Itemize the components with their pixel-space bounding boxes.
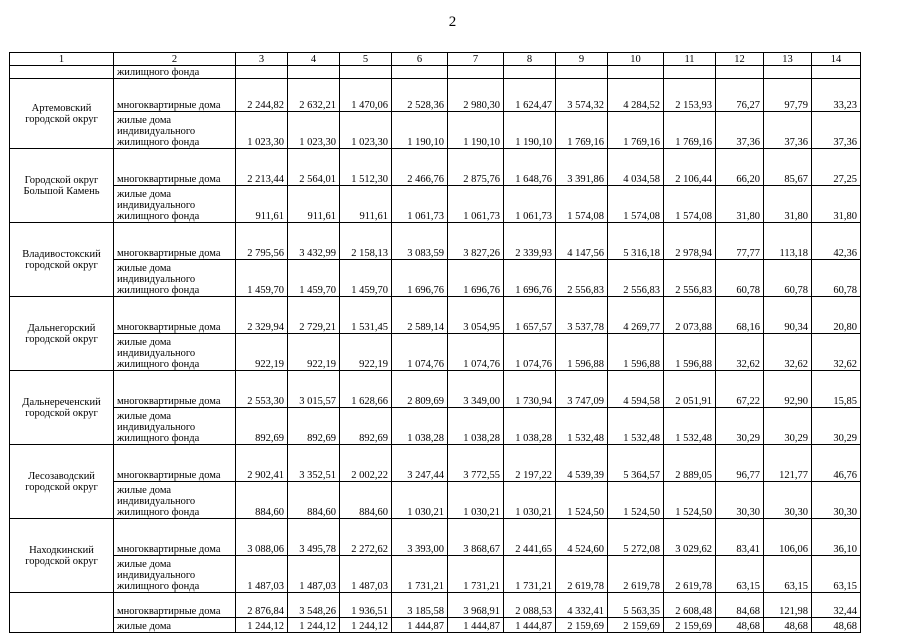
value-cell: 3 015,57 xyxy=(288,371,340,408)
value-cell: 63,15 xyxy=(812,556,861,593)
column-header: 1 xyxy=(10,53,114,66)
value-cell: 2 159,69 xyxy=(664,618,716,633)
value-cell: 2 902,41 xyxy=(236,445,288,482)
value-cell: 3 432,99 xyxy=(288,223,340,260)
value-cell: 20,80 xyxy=(812,297,861,334)
value-cell xyxy=(812,66,861,79)
value-cell: 2 589,14 xyxy=(392,297,448,334)
value-cell: 4 284,52 xyxy=(608,79,664,112)
value-cell: 2 272,62 xyxy=(340,519,392,556)
value-cell: 96,77 xyxy=(716,445,764,482)
table-row xyxy=(10,519,861,556)
value-cell: 2 051,91 xyxy=(664,371,716,408)
value-cell: 84,68 xyxy=(716,593,764,618)
region-cell: Лесозаводский городской округ xyxy=(10,445,114,519)
value-cell: 48,68 xyxy=(764,618,812,633)
housing-type-cell: жилые дома индивидуального жилищного фонда xyxy=(114,482,236,519)
value-cell: 2 339,93 xyxy=(504,223,556,260)
column-header: 2 xyxy=(114,53,236,66)
value-cell xyxy=(340,66,392,79)
value-cell: 97,79 xyxy=(764,79,812,112)
tariff-table xyxy=(9,52,861,633)
table-row xyxy=(10,593,861,618)
value-cell: 3 772,55 xyxy=(448,445,504,482)
value-cell: 1 731,21 xyxy=(504,556,556,593)
value-cell: 1 524,50 xyxy=(664,482,716,519)
value-cell: 1 696,76 xyxy=(448,260,504,297)
value-cell: 3 352,51 xyxy=(288,445,340,482)
value-cell: 1 061,73 xyxy=(392,186,448,223)
value-cell: 68,16 xyxy=(716,297,764,334)
value-cell: 1 769,16 xyxy=(608,112,664,149)
value-cell: 30,29 xyxy=(764,408,812,445)
value-cell: 4 332,41 xyxy=(556,593,608,618)
value-cell: 3 548,26 xyxy=(288,593,340,618)
value-cell: 5 316,18 xyxy=(608,223,664,260)
value-cell: 2 159,69 xyxy=(608,618,664,633)
region-cell: Владивостокский городской округ xyxy=(10,223,114,297)
value-cell: 911,61 xyxy=(288,186,340,223)
value-cell: 2 556,83 xyxy=(556,260,608,297)
value-cell: 2 244,82 xyxy=(236,79,288,112)
value-cell: 67,22 xyxy=(716,371,764,408)
table-row xyxy=(10,297,861,334)
value-cell: 1 532,48 xyxy=(556,408,608,445)
value-cell: 2 809,69 xyxy=(392,371,448,408)
value-cell: 2 002,22 xyxy=(340,445,392,482)
housing-type-cell: многоквартирные дома xyxy=(114,149,236,186)
value-cell: 31,80 xyxy=(716,186,764,223)
value-cell: 1 459,70 xyxy=(236,260,288,297)
value-cell: 1 628,66 xyxy=(340,371,392,408)
housing-type-cell: многоквартирные дома xyxy=(114,79,236,112)
column-header: 3 xyxy=(236,53,288,66)
value-cell: 1 487,03 xyxy=(236,556,288,593)
table-row xyxy=(10,445,861,482)
value-cell: 27,25 xyxy=(812,149,861,186)
value-cell: 113,18 xyxy=(764,223,812,260)
value-cell: 2 889,05 xyxy=(664,445,716,482)
value-cell xyxy=(392,66,448,79)
value-cell xyxy=(764,66,812,79)
value-cell: 1 596,88 xyxy=(664,334,716,371)
value-cell: 2 073,88 xyxy=(664,297,716,334)
value-cell xyxy=(448,66,504,79)
value-cell: 1 074,76 xyxy=(504,334,556,371)
column-header: 11 xyxy=(664,53,716,66)
value-cell: 1 648,76 xyxy=(504,149,556,186)
table-row xyxy=(10,371,861,408)
housing-type-cell: жилые дома индивидуального жилищного фонда xyxy=(114,408,236,445)
table-row xyxy=(10,66,861,79)
housing-type-cell: многоквартирные дома xyxy=(114,297,236,334)
value-cell: 3 537,78 xyxy=(556,297,608,334)
table-row xyxy=(10,112,861,149)
value-cell: 5 563,35 xyxy=(608,593,664,618)
value-cell: 922,19 xyxy=(340,334,392,371)
value-cell: 1 769,16 xyxy=(556,112,608,149)
value-cell xyxy=(608,66,664,79)
housing-type-cell: жилые дома индивидуального жилищного фонда xyxy=(114,556,236,593)
value-cell: 2 795,56 xyxy=(236,223,288,260)
value-cell: 2 978,94 xyxy=(664,223,716,260)
value-cell: 1 574,08 xyxy=(556,186,608,223)
value-cell: 1 574,08 xyxy=(664,186,716,223)
value-cell: 32,62 xyxy=(812,334,861,371)
value-cell: 911,61 xyxy=(236,186,288,223)
table-row xyxy=(10,186,861,223)
housing-type-cell: многоквартирные дома xyxy=(114,371,236,408)
region-cell xyxy=(10,593,114,633)
value-cell: 1 444,87 xyxy=(504,618,556,633)
value-cell: 66,20 xyxy=(716,149,764,186)
value-cell: 1 061,73 xyxy=(448,186,504,223)
value-cell: 2 608,48 xyxy=(664,593,716,618)
value-cell: 1 023,30 xyxy=(288,112,340,149)
value-cell: 3 083,59 xyxy=(392,223,448,260)
value-cell xyxy=(288,66,340,79)
value-cell: 1 459,70 xyxy=(288,260,340,297)
value-cell: 2 619,78 xyxy=(608,556,664,593)
value-cell: 4 594,58 xyxy=(608,371,664,408)
value-cell: 1 731,21 xyxy=(448,556,504,593)
value-cell: 30,30 xyxy=(716,482,764,519)
value-cell xyxy=(556,66,608,79)
value-cell: 1 470,06 xyxy=(340,79,392,112)
value-cell: 1 244,12 xyxy=(288,618,340,633)
value-cell: 1 487,03 xyxy=(288,556,340,593)
value-cell: 1 596,88 xyxy=(556,334,608,371)
value-cell: 48,68 xyxy=(716,618,764,633)
housing-type-cell: многоквартирные дома xyxy=(114,519,236,556)
value-cell: 1 061,73 xyxy=(504,186,556,223)
value-cell: 30,30 xyxy=(812,482,861,519)
table-body xyxy=(10,53,861,633)
value-cell: 30,29 xyxy=(812,408,861,445)
value-cell: 1 190,10 xyxy=(504,112,556,149)
column-header: 5 xyxy=(340,53,392,66)
value-cell: 1 038,28 xyxy=(448,408,504,445)
value-cell: 15,85 xyxy=(812,371,861,408)
value-cell: 32,62 xyxy=(716,334,764,371)
region-cell: Дальнереченский городской округ xyxy=(10,371,114,445)
region-cell: Артемовский городской округ xyxy=(10,79,114,149)
region-cell: Дальнегорский городской округ xyxy=(10,297,114,371)
housing-type-cell: многоквартирные дома xyxy=(114,223,236,260)
header-row xyxy=(10,53,861,66)
value-cell: 3 185,58 xyxy=(392,593,448,618)
value-cell: 2 556,83 xyxy=(608,260,664,297)
value-cell: 77,77 xyxy=(716,223,764,260)
housing-type-cell: жилые дома индивидуального жилищного фонда xyxy=(114,260,236,297)
column-header: 7 xyxy=(448,53,504,66)
value-cell: 1 444,87 xyxy=(448,618,504,633)
value-cell xyxy=(504,66,556,79)
value-cell: 4 524,60 xyxy=(556,519,608,556)
value-cell: 2 159,69 xyxy=(556,618,608,633)
column-header: 4 xyxy=(288,53,340,66)
value-cell: 4 269,77 xyxy=(608,297,664,334)
value-cell: 3 868,67 xyxy=(448,519,504,556)
value-cell: 1 696,76 xyxy=(504,260,556,297)
housing-type-cell: жилые дома индивидуального жилищного фонда xyxy=(114,186,236,223)
value-cell: 1 769,16 xyxy=(664,112,716,149)
value-cell: 46,76 xyxy=(812,445,861,482)
value-cell: 2 528,36 xyxy=(392,79,448,112)
value-cell: 2 088,53 xyxy=(504,593,556,618)
value-cell: 1 936,51 xyxy=(340,593,392,618)
value-cell: 1 532,48 xyxy=(664,408,716,445)
value-cell: 42,36 xyxy=(812,223,861,260)
value-cell: 892,69 xyxy=(236,408,288,445)
value-cell: 1 596,88 xyxy=(608,334,664,371)
table-row xyxy=(10,79,861,112)
value-cell: 3 349,00 xyxy=(448,371,504,408)
column-header: 10 xyxy=(608,53,664,66)
value-cell: 892,69 xyxy=(340,408,392,445)
value-cell: 1 190,10 xyxy=(448,112,504,149)
value-cell: 2 556,83 xyxy=(664,260,716,297)
value-cell: 3 088,06 xyxy=(236,519,288,556)
value-cell: 36,10 xyxy=(812,519,861,556)
value-cell: 1 190,10 xyxy=(392,112,448,149)
value-cell: 4 147,56 xyxy=(556,223,608,260)
value-cell: 33,23 xyxy=(812,79,861,112)
value-cell: 1 038,28 xyxy=(392,408,448,445)
column-header: 12 xyxy=(716,53,764,66)
value-cell: 922,19 xyxy=(288,334,340,371)
value-cell: 1 030,21 xyxy=(504,482,556,519)
value-cell: 3 747,09 xyxy=(556,371,608,408)
value-cell: 3 054,95 xyxy=(448,297,504,334)
value-cell: 3 247,44 xyxy=(392,445,448,482)
value-cell: 1 731,21 xyxy=(392,556,448,593)
value-cell: 32,62 xyxy=(764,334,812,371)
region-cell xyxy=(10,66,114,79)
value-cell: 92,90 xyxy=(764,371,812,408)
value-cell: 1 730,94 xyxy=(504,371,556,408)
value-cell: 2 875,76 xyxy=(448,149,504,186)
value-cell: 31,80 xyxy=(812,186,861,223)
column-header: 9 xyxy=(556,53,608,66)
value-cell: 1 444,87 xyxy=(392,618,448,633)
value-cell: 884,60 xyxy=(340,482,392,519)
value-cell: 2 158,13 xyxy=(340,223,392,260)
value-cell: 4 034,58 xyxy=(608,149,664,186)
value-cell: 911,61 xyxy=(340,186,392,223)
value-cell: 48,68 xyxy=(812,618,861,633)
value-cell: 76,27 xyxy=(716,79,764,112)
value-cell: 1 696,76 xyxy=(392,260,448,297)
value-cell xyxy=(236,66,288,79)
value-cell: 1 459,70 xyxy=(340,260,392,297)
value-cell: 1 030,21 xyxy=(448,482,504,519)
value-cell: 121,77 xyxy=(764,445,812,482)
value-cell: 37,36 xyxy=(764,112,812,149)
value-cell: 60,78 xyxy=(716,260,764,297)
value-cell: 1 512,30 xyxy=(340,149,392,186)
value-cell: 30,30 xyxy=(764,482,812,519)
table-row xyxy=(10,260,861,297)
housing-type-cell: многоквартирные дома xyxy=(114,445,236,482)
value-cell: 1 074,76 xyxy=(392,334,448,371)
value-cell: 4 539,39 xyxy=(556,445,608,482)
value-cell: 3 495,78 xyxy=(288,519,340,556)
value-cell: 2 564,01 xyxy=(288,149,340,186)
value-cell: 1 244,12 xyxy=(236,618,288,633)
column-header: 6 xyxy=(392,53,448,66)
table-row xyxy=(10,223,861,260)
value-cell: 884,60 xyxy=(236,482,288,519)
value-cell: 2 619,78 xyxy=(556,556,608,593)
value-cell: 5 272,08 xyxy=(608,519,664,556)
region-cell: Городской округ Большой Камень xyxy=(10,149,114,223)
value-cell: 2 876,84 xyxy=(236,593,288,618)
value-cell: 60,78 xyxy=(764,260,812,297)
value-cell: 1 531,45 xyxy=(340,297,392,334)
value-cell: 1 657,57 xyxy=(504,297,556,334)
value-cell: 1 023,30 xyxy=(236,112,288,149)
value-cell: 3 029,62 xyxy=(664,519,716,556)
housing-type-cell: жилые дома xyxy=(114,618,236,633)
value-cell: 2 632,21 xyxy=(288,79,340,112)
housing-type-cell: жилищного фонда xyxy=(114,66,236,79)
value-cell: 85,67 xyxy=(764,149,812,186)
value-cell: 2 213,44 xyxy=(236,149,288,186)
table-row xyxy=(10,334,861,371)
value-cell: 2 619,78 xyxy=(664,556,716,593)
value-cell: 83,41 xyxy=(716,519,764,556)
column-header: 14 xyxy=(812,53,861,66)
table-row xyxy=(10,149,861,186)
value-cell: 63,15 xyxy=(764,556,812,593)
value-cell: 1 074,76 xyxy=(448,334,504,371)
value-cell: 32,44 xyxy=(812,593,861,618)
value-cell: 1 244,12 xyxy=(340,618,392,633)
value-cell: 2 329,94 xyxy=(236,297,288,334)
column-header: 8 xyxy=(504,53,556,66)
value-cell: 1 524,50 xyxy=(556,482,608,519)
value-cell: 2 106,44 xyxy=(664,149,716,186)
value-cell: 60,78 xyxy=(812,260,861,297)
value-cell: 2 980,30 xyxy=(448,79,504,112)
value-cell: 2 197,22 xyxy=(504,445,556,482)
value-cell: 31,80 xyxy=(764,186,812,223)
value-cell xyxy=(716,66,764,79)
value-cell: 922,19 xyxy=(236,334,288,371)
value-cell: 884,60 xyxy=(288,482,340,519)
value-cell: 106,06 xyxy=(764,519,812,556)
page-number: 2 xyxy=(448,14,457,30)
value-cell: 1 532,48 xyxy=(608,408,664,445)
table-row xyxy=(10,618,861,633)
value-cell: 63,15 xyxy=(716,556,764,593)
value-cell: 37,36 xyxy=(812,112,861,149)
value-cell: 892,69 xyxy=(288,408,340,445)
value-cell: 1 574,08 xyxy=(608,186,664,223)
value-cell: 1 524,50 xyxy=(608,482,664,519)
value-cell: 2 729,21 xyxy=(288,297,340,334)
value-cell: 30,29 xyxy=(716,408,764,445)
value-cell: 1 030,21 xyxy=(392,482,448,519)
housing-type-cell: многоквартирные дома xyxy=(114,593,236,618)
value-cell: 2 441,65 xyxy=(504,519,556,556)
value-cell: 1 038,28 xyxy=(504,408,556,445)
table-row xyxy=(10,556,861,593)
value-cell: 3 391,86 xyxy=(556,149,608,186)
value-cell: 2 153,93 xyxy=(664,79,716,112)
value-cell: 121,98 xyxy=(764,593,812,618)
value-cell: 1 487,03 xyxy=(340,556,392,593)
value-cell: 5 364,57 xyxy=(608,445,664,482)
column-header: 13 xyxy=(764,53,812,66)
table-row xyxy=(10,482,861,519)
value-cell: 3 827,26 xyxy=(448,223,504,260)
value-cell: 3 574,32 xyxy=(556,79,608,112)
value-cell: 3 393,00 xyxy=(392,519,448,556)
value-cell: 1 023,30 xyxy=(340,112,392,149)
value-cell: 90,34 xyxy=(764,297,812,334)
table-row xyxy=(10,408,861,445)
housing-type-cell: жилые дома индивидуального жилищного фонда xyxy=(114,334,236,371)
region-cell: Находкинский городской округ xyxy=(10,519,114,593)
value-cell: 2 553,30 xyxy=(236,371,288,408)
value-cell: 2 466,76 xyxy=(392,149,448,186)
value-cell xyxy=(664,66,716,79)
housing-type-cell: жилые дома индивидуального жилищного фонда xyxy=(114,112,236,149)
value-cell: 3 968,91 xyxy=(448,593,504,618)
value-cell: 37,36 xyxy=(716,112,764,149)
value-cell: 1 624,47 xyxy=(504,79,556,112)
